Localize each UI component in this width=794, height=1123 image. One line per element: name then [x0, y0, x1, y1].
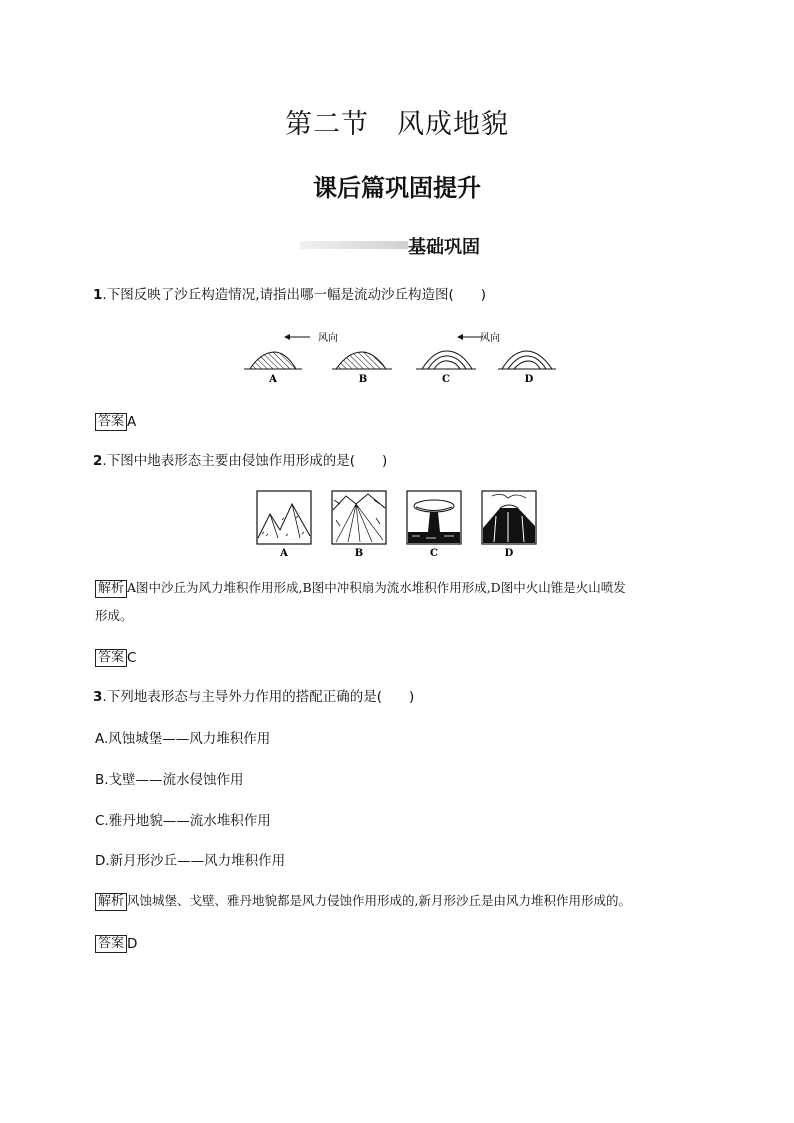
analysis-line-2: 形成。	[95, 608, 133, 623]
dune-c	[416, 351, 476, 369]
dune-structure-figure	[240, 325, 560, 387]
option-a: A.风蚀城堡——风力堆积作用	[95, 731, 271, 747]
question-1-text: .下图反映了沙丘构造情况,请指出哪一幅是流动沙丘构造图( )	[102, 287, 487, 303]
analysis-text: 风蚀城堡、戈壁、雅丹地貌都是风力侵蚀作用形成的,新月形沙丘是由风力堆积作用形成的。	[127, 893, 631, 908]
analysis-tag: 解析	[95, 893, 127, 911]
dune-b	[332, 352, 392, 369]
answer-value: C	[127, 650, 137, 666]
wind-label-1: 风向	[318, 333, 338, 344]
question-2-analysis	[95, 574, 705, 630]
question-1	[93, 286, 486, 304]
dune-label-d: D	[524, 374, 534, 385]
analysis-tag: 解析	[95, 580, 127, 598]
page-title: 第二节 风成地貌	[285, 109, 509, 140]
option-b: B.戈壁——流水侵蚀作用	[95, 772, 244, 788]
wind-label-2: 风向	[480, 333, 500, 344]
landform-figure	[256, 490, 540, 560]
question-2-text: .下图中地表形态主要由侵蚀作用形成的是( )	[102, 453, 388, 469]
analysis-line-1: A图中沙丘为风力堆积作用形成,B图中冲积扇为流水堆积作用形成,D图中火山锥是火山喷发	[127, 580, 626, 595]
option-c: C.雅丹地貌——流水堆积作用	[95, 813, 271, 829]
landform-label-d: D	[504, 548, 514, 559]
answer-value: A	[127, 414, 137, 430]
dune-label-a: A	[269, 374, 277, 385]
question-2-answer	[95, 647, 136, 667]
question-2	[93, 452, 387, 470]
dune-a	[244, 352, 302, 369]
dune-label-c: C	[442, 374, 450, 385]
section-title: 基础巩固	[408, 237, 480, 258]
landform-c-mushroom-rock	[407, 491, 461, 544]
answer-tag: 答案	[95, 935, 127, 953]
dune-label-b: B	[358, 374, 368, 385]
landform-b-alluvial-fan	[332, 491, 386, 544]
landform-label-c: C	[430, 548, 438, 559]
question-2-number: 2	[93, 453, 103, 469]
question-3-number: 3	[93, 689, 103, 705]
question-3-answer	[95, 933, 137, 953]
question-3-text: .下列地表形态与主导外力作用的搭配正确的是( )	[102, 689, 415, 705]
answer-tag: 答案	[95, 413, 127, 431]
answer-value: D	[127, 936, 138, 952]
landform-d-volcano	[482, 491, 536, 544]
landform-label-a: A	[280, 548, 288, 559]
question-3	[93, 688, 414, 706]
answer-tag: 答案	[95, 649, 127, 667]
page-subtitle: 课后篇巩固提升	[313, 173, 481, 202]
question-1-number: 1	[93, 287, 103, 303]
option-d: D.新月形沙丘——风力堆积作用	[95, 853, 286, 869]
wind-arrow-1	[284, 334, 310, 340]
landform-a-dunes	[257, 491, 311, 544]
landform-label-b: B	[354, 548, 364, 559]
dune-d	[498, 351, 556, 369]
section-decor-bar	[300, 241, 408, 249]
question-1-answer	[95, 411, 136, 431]
question-3-analysis	[95, 887, 631, 915]
